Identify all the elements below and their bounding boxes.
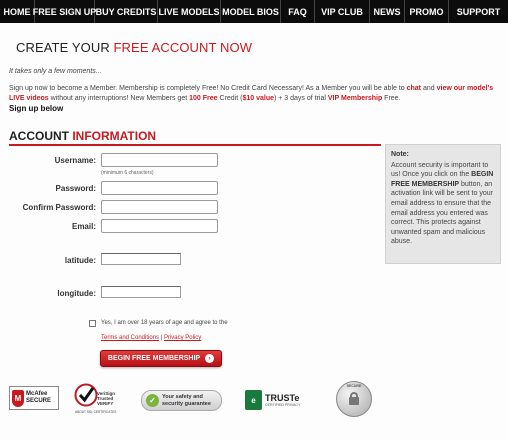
view-models-link[interactable]: view our model's LIVE videos — [9, 85, 494, 102]
mcafee-line-1: McAfee — [26, 391, 48, 397]
safety-line-1: Your safety and — [162, 394, 203, 400]
nav-item-faq[interactable]: FAQ — [281, 0, 315, 23]
confirm-password-field[interactable] — [101, 200, 218, 214]
nav-item-live-models[interactable]: LIVE MODELS — [158, 0, 221, 23]
signup-below: Sign up below — [9, 104, 64, 113]
verisign-check-icon — [74, 383, 98, 407]
nav-item-buy-credits[interactable]: BUY CREDITS — [95, 0, 158, 23]
intro-text: without any interruptions! New Members get — [48, 95, 190, 102]
agree-checkbox[interactable] — [89, 320, 96, 327]
longitude-label: longitude: — [57, 289, 96, 298]
mcafee-shield-icon: M — [12, 390, 24, 407]
checkmark-icon: ✓ — [146, 394, 159, 407]
truste-logo-icon: e — [245, 390, 262, 410]
username-field[interactable] — [101, 153, 218, 167]
intro-text: Credit ( — [217, 95, 243, 102]
intro-text: ) + 3 days of trial — [274, 95, 328, 102]
chat-link[interactable]: chat — [406, 85, 422, 92]
username-hint: (minimum 6 characters) — [101, 170, 154, 176]
verisign-text — [97, 391, 115, 406]
password-field[interactable] — [101, 181, 218, 195]
nav-item-news[interactable]: NEWS — [370, 0, 405, 23]
terms-link[interactable]: Terms and Conditions — [101, 335, 160, 341]
terms-separator: | — [159, 335, 164, 341]
note-text: button, an activation link will be sent to your email address to ensure that the email address you entered was correct. This protects against unwanted spam and malicious abuse. — [391, 180, 493, 246]
mcafee-line-2: SECURE — [26, 398, 52, 404]
vip-highlight: VIP Membership — [327, 95, 383, 102]
username-label: Username: — [54, 156, 96, 165]
cta-label: BEGIN FREE MEMBERSHIP — [107, 355, 201, 362]
intro-paragraph — [9, 84, 505, 115]
seal-text: SECURE — [346, 384, 362, 388]
intro-text: and — [421, 85, 437, 92]
intro-text: Free. — [382, 95, 401, 102]
security-note — [385, 144, 501, 264]
password-label: Password: — [55, 184, 96, 193]
top-nav — [0, 0, 508, 23]
nav-item-promo[interactable]: PROMO — [405, 0, 449, 23]
nav-item-free-sign-up[interactable]: FREE SIGN UP — [35, 0, 95, 23]
verisign-small-text: ABOUT SSL CERTIFICATES — [75, 410, 117, 414]
email-field[interactable] — [101, 219, 218, 233]
safety-text — [162, 394, 211, 407]
free-credit-highlight: 100 Free — [189, 95, 218, 102]
tagline: It takes only a few moments... — [9, 68, 102, 75]
latitude-label: latitude: — [64, 256, 96, 265]
truste-sub: CERTIFIED PRIVACY — [265, 402, 301, 407]
verisign-line-3: VERIFY — [97, 401, 114, 406]
page-title-prefix: CREATE YOUR — [16, 40, 114, 55]
truste-badge[interactable] — [245, 388, 323, 412]
begin-free-membership-button[interactable] — [100, 350, 222, 367]
note-button-ref: BEGIN FREE MEMBERSHIP — [391, 171, 494, 188]
confirm-password-label: Confirm Password: — [22, 203, 96, 212]
note-title: Note: — [391, 151, 409, 158]
longitude-field[interactable] — [101, 286, 181, 298]
safety-guarantee-badge[interactable] — [141, 390, 222, 411]
email-label: Email: — [71, 222, 96, 231]
terms-row — [101, 335, 201, 341]
page-title-accent: FREE ACCOUNT NOW — [113, 40, 253, 55]
truste-name: TRUSTe — [265, 392, 300, 403]
agree-label: Yes, I am over 18 years of age and agree to the — [101, 320, 228, 326]
safety-line-2: security guarantee — [162, 400, 211, 407]
mcafee-secure-badge[interactable] — [9, 386, 59, 410]
section-title-accent: INFORMATION — [72, 129, 157, 143]
secure-lock-seal[interactable] — [336, 381, 372, 417]
note-text: Account security is important to us! Once you click on the — [391, 161, 489, 179]
truste-text — [265, 394, 300, 407]
privacy-link[interactable]: Privacy Policy — [163, 335, 202, 341]
nav-item-support[interactable]: SUPPORT — [456, 6, 501, 17]
section-title-prefix: ACCOUNT — [9, 129, 73, 143]
mcafee-text — [26, 391, 51, 405]
intro-text: Sign up now to become a Member. Membership is completely Free! No Credit Card Necessary! As a Member you will be able to — [9, 85, 407, 92]
nav-item-vip-club[interactable]: VIP CLUB — [315, 0, 370, 23]
nav-item-model-bios[interactable]: MODEL BIOS — [221, 0, 281, 23]
lock-icon — [348, 392, 360, 406]
verisign-line-1: VeriSign — [97, 391, 116, 396]
section-divider — [9, 144, 381, 146]
verisign-badge[interactable] — [73, 383, 125, 417]
latitude-field[interactable] — [101, 253, 181, 265]
page-title — [16, 40, 252, 55]
credit-value-highlight: $10 value — [242, 95, 274, 102]
verisign-line-2: Trusted — [97, 396, 114, 401]
section-title — [9, 129, 156, 143]
nav-item-home[interactable]: HOME — [0, 0, 35, 23]
arrow-right-icon: › — [205, 354, 214, 363]
